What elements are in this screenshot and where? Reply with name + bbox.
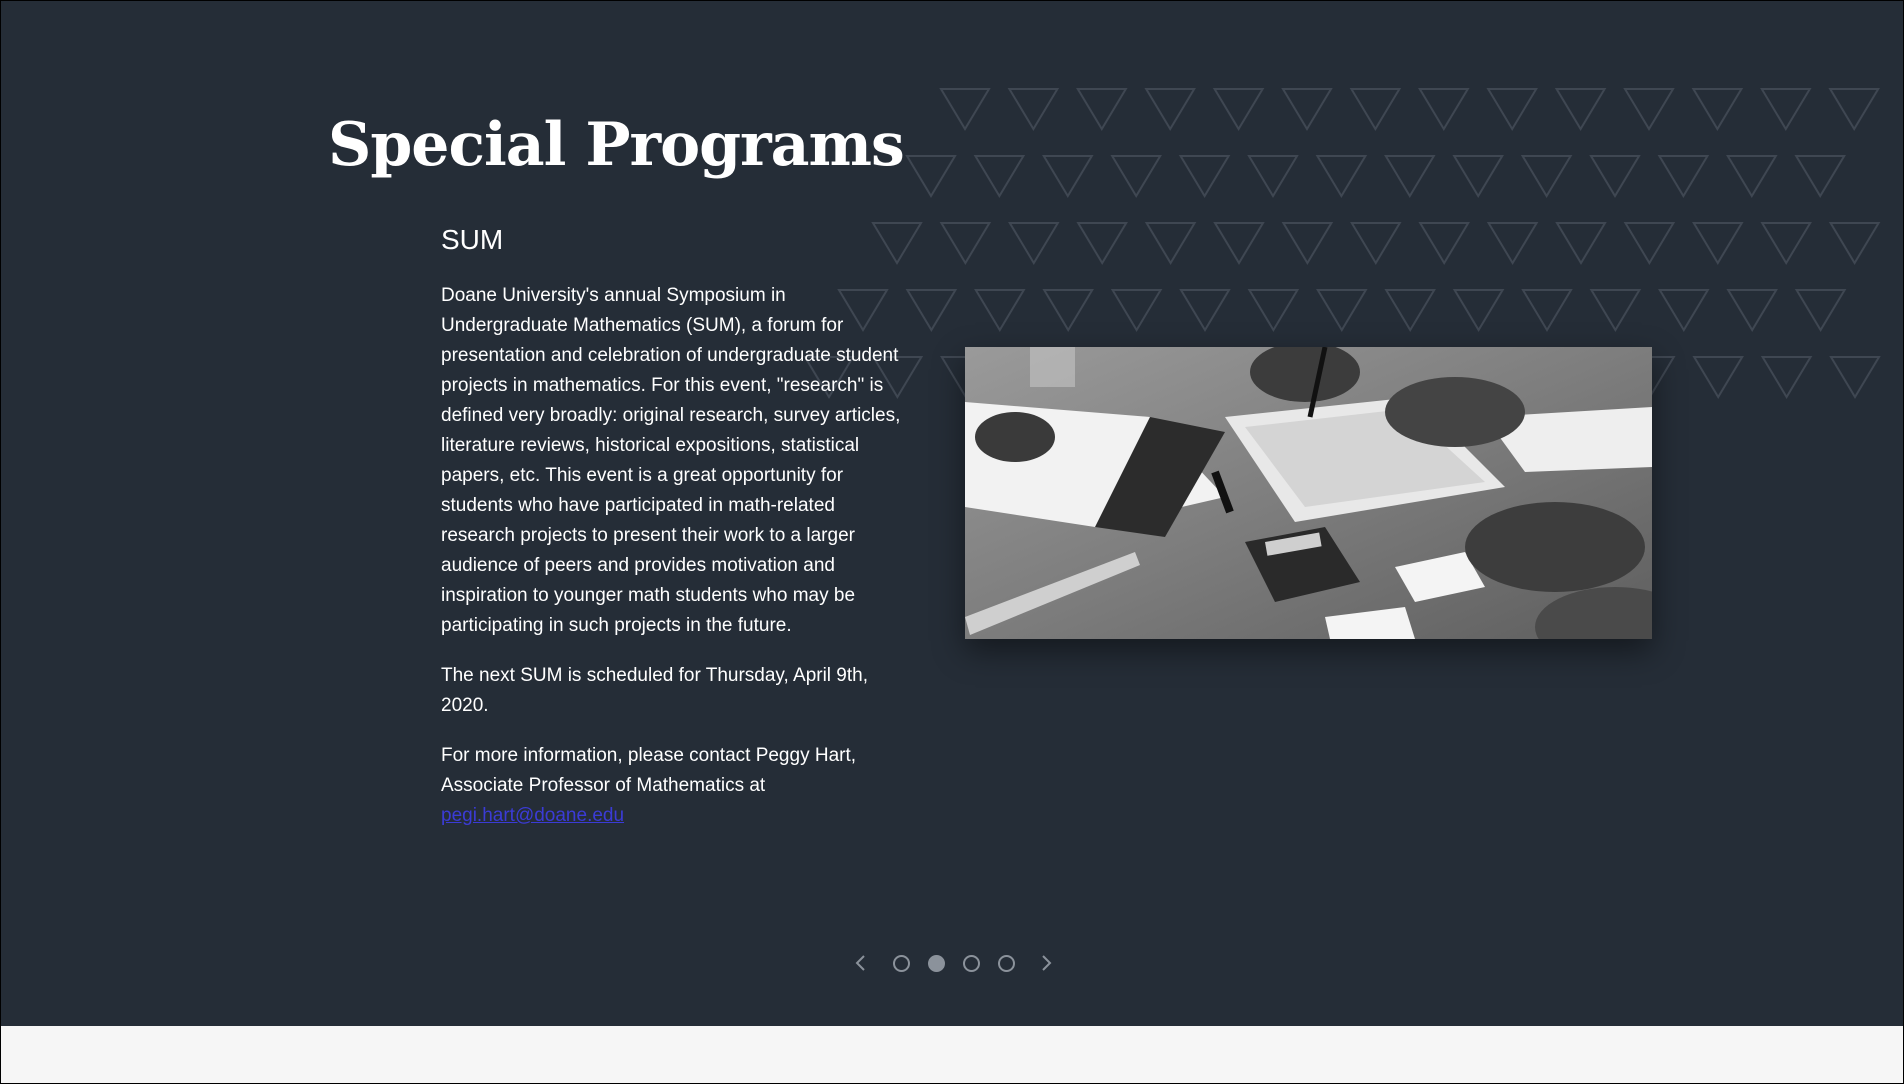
carousel-navigation [851,951,1061,975]
carousel-slide [441,221,901,851]
slide-title: SUM [441,224,504,255]
slide-contact [441,741,901,831]
carousel-dot-3[interactable] [963,955,980,972]
special-programs-section [1,1,1903,1026]
contact-email-link[interactable]: pegi.hart@doane.edu [441,805,625,826]
carousel-dot-2[interactable] [928,955,945,972]
carousel-dot-1[interactable] [893,955,910,972]
slide-description: Doane University's annual Symposium in Undergraduate Mathematics (SUM), a forum for presentation and celebration of undergraduate student projects in mathematics. For this event, "research" is defined very broadly: original research, survey articles, literature reviews, historical expositions, statistical papers, etc. This event is a great opportunity for students who have participated in math-related research projects to present their work to a larger audience of peers and provides motivation and inspiration to younger math students who may be participating in such projects in the future. [441,285,901,636]
carousel-dot-4[interactable] [998,955,1015,972]
chevron-right-icon[interactable] [1036,951,1056,975]
footer-band [1,1026,1903,1083]
classroom-desk-photo [965,347,1652,639]
section-title: Special Programs [328,110,904,180]
slide-schedule: The next SUM is scheduled for Thursday, April 9th, 2020. [441,665,868,716]
contact-text: For more information, please contact Peggy Hart, Associate Professor of Mathematics at [441,745,857,796]
chevron-left-icon[interactable] [851,951,871,975]
